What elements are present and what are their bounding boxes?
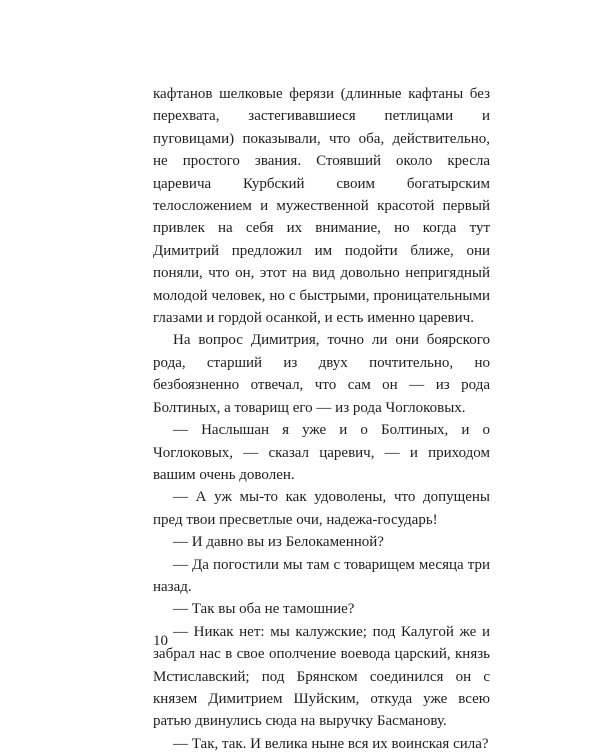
paragraph: На вопрос Димитрия, точно ли они боярского рода, старший из двух почтительно, но безбоязненно отвечал, что сам он — из рода Болтиных, а товарищ его — из рода Чоглоковых. [153, 332, 490, 416]
paragraph: — Так вы оба не тамошние? [173, 601, 355, 618]
paragraph: — Да погостили мы там с товарищем месяца три назад. [153, 556, 490, 595]
paragraph: кафтанов шелковые ферязи (длинные кафтаны без перехвата, застегивавшиеся петлицами и пуговицами) показывали, что оба, действительно, не простого звания. Стоявший около кресла царевича Курбский своим богатырским телосложением и мужественной красотой первый привлек на себя их внимание, но когда тут Димитрий предложил им подойти ближе, они поняли, что он, этот на вид довольно непригядный молодой человек, но с быстрыми, проницательными глазами и гордой осанкой, и есть именно царевич. [153, 86, 490, 327]
paragraph: — А уж мы-то как удоволены, что допущены пред твои пресветлые очи, надежа-государь! [153, 489, 490, 528]
page-number: 10 [153, 633, 168, 649]
paragraph: — И давно вы из Белокаменной? [173, 534, 384, 551]
paragraph: — Наслышан я уже и о Болтиных, и о Чоглоковых, — сказал царевич, — и приходом вашим очень доволен. [153, 422, 490, 483]
paragraph: — Никак нет: мы калужские; под Калугой же и забрал нас в свое ополчение воевода царский, князь Мстиславский; под Брянском соединился он с князем Димитрием Шуйским, откуда уже всею ратью двинулись сюда на выручку Басманову. [153, 623, 490, 730]
body-text [153, 83, 490, 755]
paragraph: — Так, так. И велика ныне вся их воинская сила? [173, 735, 489, 752]
